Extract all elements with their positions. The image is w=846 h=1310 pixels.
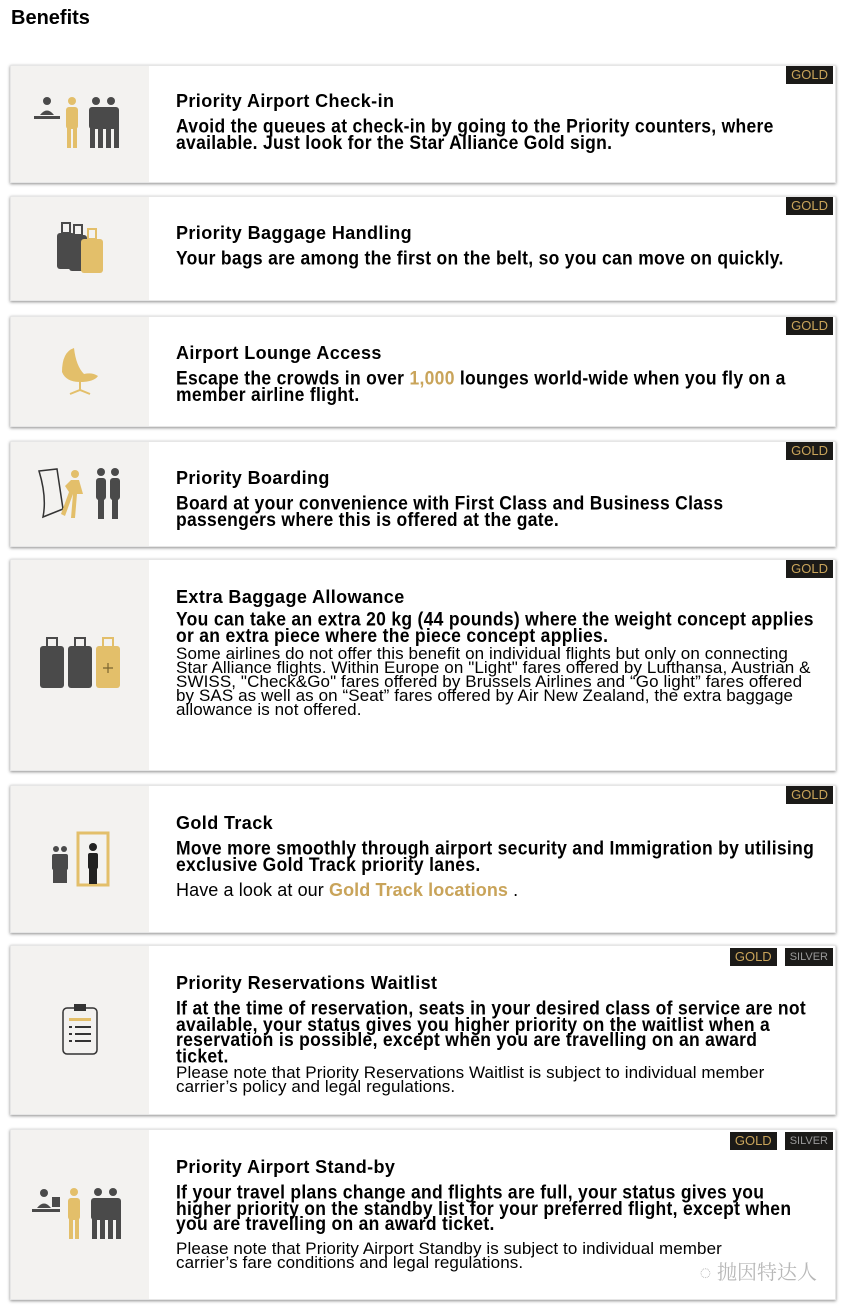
extra-baggage-icon <box>11 560 149 770</box>
benefit-note: Please note that Priority Reservations Waitlist is subject to individual member carrier’s policy and legal regulations. <box>176 1063 765 1096</box>
silver-badge: SILVER <box>785 1132 833 1150</box>
gold-badge: GOLD <box>730 948 777 966</box>
benefit-title: Priority Baggage Handling <box>176 223 413 243</box>
benefit-description: Your bags are among the first on the belt, so you can move on quickly. <box>176 246 784 269</box>
gold-badge: GOLD <box>786 442 833 460</box>
gold-badge: GOLD <box>786 317 833 335</box>
security-gate-icon <box>11 786 149 932</box>
benefit-card-gold-track <box>10 785 836 933</box>
silver-badge: SILVER <box>785 948 833 966</box>
benefit-card-standby <box>10 1129 836 1300</box>
benefit-description: Move more smoothly through airport security and Immigration by utilising exclusive Gold Track priority lanes. <box>176 836 815 875</box>
watermark: ◌ 抛因特达人 <box>699 1262 817 1284</box>
benefit-note: Some airlines do not offer this benefit on individual flights but only on connecting Star Alliance flights. Within Europe on "Light" fares offered by Lufthansa, Austrian & SWISS, "Check&Go" fares offered by Brussels Airlines and “Go light” fares offered by SAS as well as on “Seat” fares offered by Air New Zealand, the extra baggage allowance is not offered. <box>176 644 811 719</box>
benefit-title: Priority Boarding <box>176 468 330 488</box>
benefit-card-waitlist <box>10 945 836 1115</box>
benefit-card-extra-baggage <box>10 559 836 771</box>
check-in-counter-icon <box>11 66 149 182</box>
benefit-description: If your travel plans change and flights are full, your status gives you higher priority on the standby list for your preferred flight, except when you are travelling on an award ticket. <box>176 1180 792 1235</box>
benefit-card-lounge <box>10 316 836 427</box>
standby-icon <box>11 1130 149 1299</box>
benefit-note: Have a look at our Gold Track locations . <box>176 880 519 900</box>
benefit-title: Extra Baggage Allowance <box>176 587 405 607</box>
boarding-icon <box>11 442 149 546</box>
gold-badge: GOLD <box>786 66 833 84</box>
gold-badge: GOLD <box>786 786 833 804</box>
page-title: Benefits <box>11 7 90 29</box>
benefit-title: Gold Track <box>176 813 274 833</box>
gold-badge: GOLD <box>730 1132 777 1150</box>
benefit-description: Avoid the queues at check-in by going to the Priority counters, where available. Just look for the Star Alliance Gold sign. <box>176 114 774 153</box>
benefit-card-baggage <box>10 196 836 301</box>
lounge-chair-icon <box>11 317 149 426</box>
gold-track-locations-link[interactable]: Gold Track locations <box>328 880 509 900</box>
benefit-title: Priority Airport Check-in <box>176 91 395 111</box>
benefit-title: Airport Lounge Access <box>176 343 382 363</box>
benefit-description: Escape the crowds in over 1,000 lounges world-wide when you fly on a member airline flight. <box>176 366 786 405</box>
benefit-description: Board at your convenience with First Class and Business Class passengers where this is offered at the gate. <box>176 491 724 530</box>
benefit-note: Please note that Priority Airport Standby is subject to individual member carrier’s fare conditions and legal regulations. <box>176 1238 722 1272</box>
lounge-count: 1,000 <box>409 366 455 389</box>
benefit-description: You can take an extra 20 kg (44 pounds) where the weight concept applies or an extra piece where the piece concept applies. <box>176 607 814 646</box>
luggage-icon <box>11 197 149 300</box>
benefit-card-check-in <box>10 65 836 183</box>
benefit-title: Priority Reservations Waitlist <box>176 973 438 993</box>
gold-badge: GOLD <box>786 197 833 215</box>
benefit-description: If at the time of reservation, seats in your desired class of service are not available, your status gives you higher priority on the waitlist when a reservation is possible, except when you are travelling on an award ticket. <box>176 996 806 1067</box>
benefit-card-boarding <box>10 441 836 547</box>
gold-badge: GOLD <box>786 560 833 578</box>
clipboard-icon <box>11 946 149 1114</box>
benefit-title: Priority Airport Stand-by <box>176 1157 396 1177</box>
